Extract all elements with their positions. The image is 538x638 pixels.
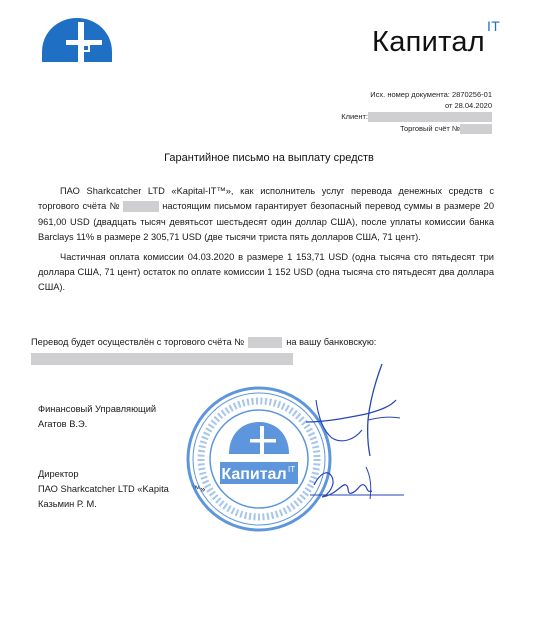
bank-details-redaction — [31, 353, 293, 365]
stamp-brand-suffix: IT — [288, 465, 296, 474]
document-date: от 28.04.2020 — [444, 101, 492, 110]
brand-wordmark — [372, 18, 501, 59]
letter-title: Гарантийное письмо на выплату средств — [164, 152, 374, 164]
director-name: Казьмин Р. М. — [38, 499, 97, 510]
director-block — [38, 467, 205, 513]
brand-suffix: IT — [487, 18, 501, 35]
stamp-logo-icon — [229, 422, 289, 454]
client-line — [341, 112, 492, 122]
document-number: Исх. номер документа: 2870256-01 — [370, 90, 492, 99]
account-redaction — [460, 124, 492, 134]
transfer-text-1: Перевод будет осуществлён с торгового счёта № — [31, 337, 245, 347]
finance-manager-block — [38, 402, 156, 432]
paragraph-1 — [38, 184, 494, 246]
paragraph-1-part-1: ПАО Sharkcatcher LTD «Kapital-IT™», как исполнитель услуг перевода денежных средств с торгового счёта № — [38, 186, 494, 212]
paragraph-1-part-2: настоящим письмом гарантирует безопасный перевод суммы в размере 20 961,00 USD (двадцать тысяч девятьсот шестьдесят один доллар США), после уплаты комиссии банка Barclays 11% в размере 2 305,71 USD (две тысячи триста пять долларов США, 71 цент). — [38, 201, 494, 243]
account-line — [400, 124, 492, 134]
brand-name: Капитал — [372, 26, 486, 58]
letter-body — [38, 184, 494, 296]
company-logo-icon — [38, 14, 116, 64]
director-company-tail: ™» — [190, 484, 206, 495]
director-company — [38, 482, 205, 497]
account-number-redaction — [123, 201, 159, 212]
client-redaction — [368, 112, 492, 122]
transfer-account-redaction — [248, 337, 282, 348]
director-title: Директор — [38, 469, 79, 479]
paragraph-2: Частичная оплата комиссии 04.03.2020 в размере 1 153,71 USD (одна тысяча сто пятьдесят три доллара США, 71 цент) остаток по оплате комиссии 1 152 USD (одна тысяча сто пятьдесят два доллара США). — [38, 251, 494, 293]
account-label: Торговый счёт № — [399, 124, 460, 133]
finance-manager-signature — [296, 360, 406, 460]
director-company-text: ПАО Sharkcatcher LTD «Kapita — [38, 484, 169, 495]
finance-manager-name: Агатов В.Э. — [38, 419, 88, 430]
finance-manager-title: Финансовый Управляющий — [38, 404, 157, 414]
stamp-brand-name: Капитал — [221, 466, 287, 483]
transfer-line — [31, 337, 376, 348]
director-signature — [306, 455, 406, 515]
transfer-text-2: на вашу банковскую: — [286, 337, 377, 347]
client-label: Клиент: — [341, 112, 368, 121]
